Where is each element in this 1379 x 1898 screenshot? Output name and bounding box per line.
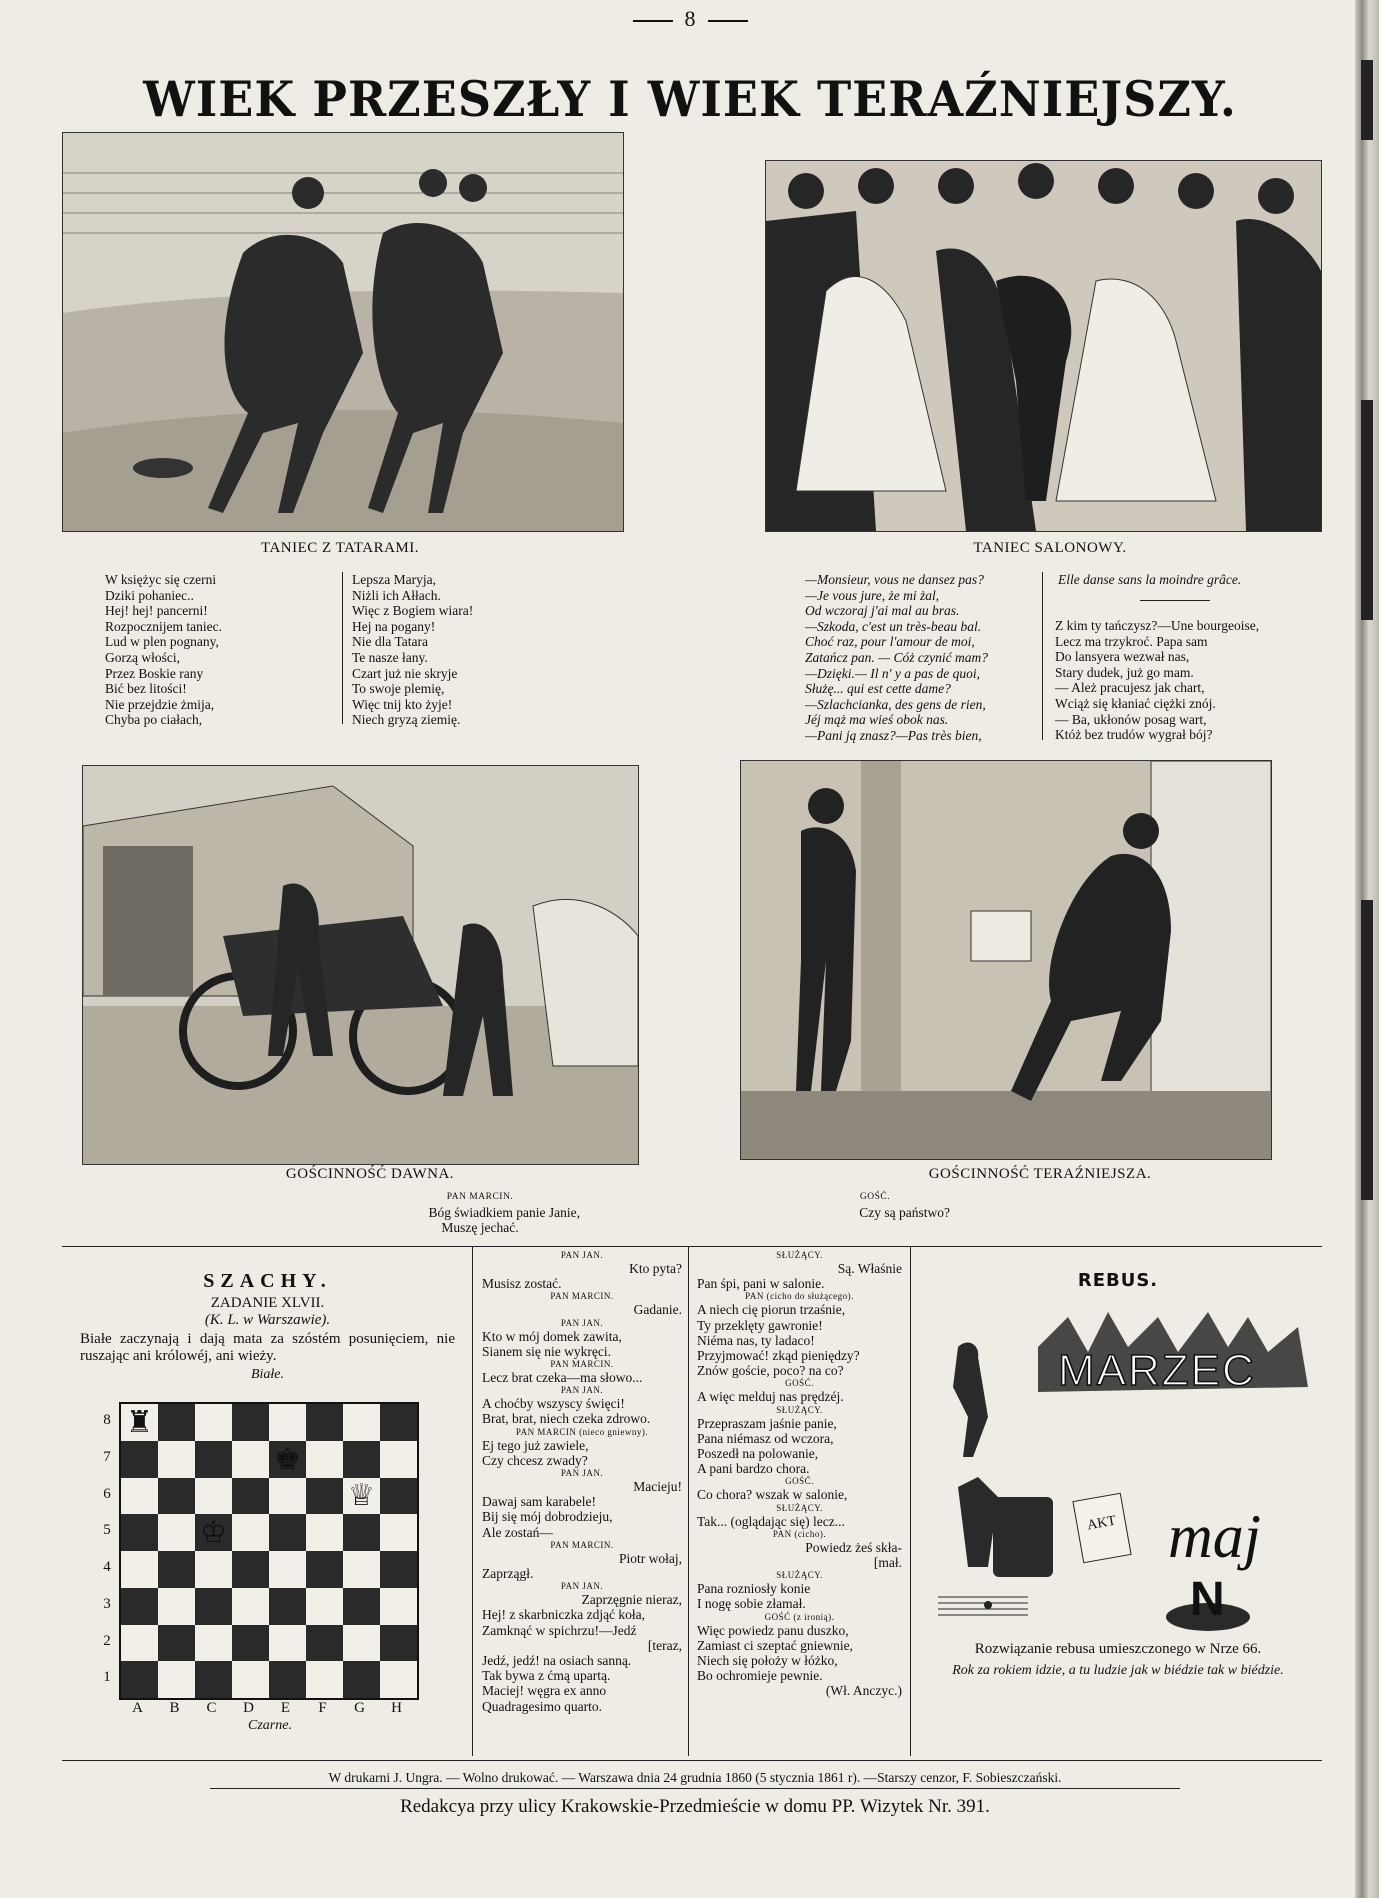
dialog-line: Ty przeklęty gawronie!: [697, 1317, 823, 1333]
chess-black-label: Czarne.: [248, 1718, 292, 1733]
chess-square: [158, 1478, 195, 1515]
dialog-column-pan-jan: [482, 1250, 682, 1714]
dialog-line: Bo ochromieje pewnie.: [697, 1668, 823, 1684]
chess-square: [306, 1661, 343, 1698]
speaker-label: PAN JAN.: [560, 1250, 604, 1260]
speaker-label: GOŚĆ.: [859, 1192, 891, 1202]
poem-salon-col1: —Monsieur, vous ne dansez pas? —Je vous jure, że mi żal, Od wczoraj j'ai mal au bras. —Szkoda, c'est un très-beau bal. Choć raz, pour l'amour de moi, Zatańcz pan. — Cóż czynić mam? —Dzięki.— Il n' y a pas de quoi, Służę... qui est cette dame? —Szlachcianka, des gens de rien, Jéj mąż ma wieś obok nas. —Pani ją znasz?—Pas très bien,: [805, 572, 988, 743]
chess-square: [158, 1551, 195, 1588]
dialog-line: Pan śpi, pani w salonie.: [697, 1276, 825, 1292]
chess-square: [380, 1514, 417, 1551]
dialog-line: (Wł. Anczyc.): [825, 1683, 902, 1699]
poem-salon-col2-top: Elle danse sans la moindre grâce.: [1058, 572, 1242, 587]
chess-file-label: B: [169, 1700, 180, 1716]
dialog-line: Kto w mój domek zawita,: [482, 1328, 622, 1344]
chess-square: [306, 1478, 343, 1515]
dialog-top-left: [380, 1190, 580, 1235]
chess-square: [380, 1551, 417, 1588]
dialog-line: Zaprzęgnie nieraz,: [581, 1592, 682, 1608]
dialog-line: Piotr wołaj,: [619, 1550, 682, 1566]
rebus-word-akt: AKT: [1086, 1513, 1118, 1534]
poem-tatarzy-col2: Lepsza Maryja, Niżli ich Ałłach. Więc z Bogiem wiara! Hej na pogany! Nie dla Tatara Te nasze łany. Czart już nie skryje To swoje plemię, Więc tnij kto żyje! Niech gryzą ziemię.: [352, 572, 474, 728]
dialog-line: Maciej! węgra ex anno: [482, 1683, 607, 1699]
chess-square: [269, 1441, 306, 1478]
chess-square: [158, 1441, 195, 1478]
illustration-goscinnosc-terazniejsza: [740, 760, 1272, 1160]
caption-goscinnosc-dawna: GOŚCINNOŚĆ DAWNA.: [285, 1166, 455, 1182]
chess-square: [380, 1404, 417, 1441]
speaker-label: PAN MARCIN.: [550, 1359, 614, 1370]
imprint-line: W drukarni J. Ungra. — Wolno drukować. — Warszawa dnia 24 grudnia 1860 (5 stycznia 1861 r). —Starszy cenzor, F. Sobieszczański.: [328, 1770, 1062, 1785]
illustration-taniec-salonowy: [765, 160, 1322, 532]
dialog-line: Przyjmować! zkąd pieniędzy?: [697, 1348, 860, 1364]
poem-divider-right: [1042, 572, 1043, 740]
illustration-taniec-z-tatarami: [62, 132, 624, 532]
dialog-line: Musisz zostać.: [482, 1276, 562, 1292]
chess-square: [269, 1514, 306, 1551]
dialog-line: Pana rozniosły konie: [697, 1581, 811, 1597]
poem-salon-rule: [1140, 600, 1210, 601]
chess-rank-label: 3: [103, 1595, 111, 1612]
chess-square: [232, 1551, 269, 1588]
chess-square: [232, 1478, 269, 1515]
chess-square: [343, 1514, 380, 1551]
dialog-line: Pana niémasz od wczora,: [697, 1430, 834, 1446]
chess-square: [195, 1661, 232, 1698]
dialog-line: Lecz brat czeka—ma słowo...: [482, 1370, 643, 1386]
chess-file-label: G: [354, 1700, 365, 1716]
chess-square: [121, 1478, 158, 1515]
speaker-label: PAN JAN.: [560, 1468, 604, 1479]
chess-square: [195, 1551, 232, 1588]
chess-file-label: H: [391, 1700, 402, 1716]
chess-section: [70, 1270, 465, 1383]
chess-square: [121, 1625, 158, 1662]
chess-square: [380, 1661, 417, 1698]
chess-board: [119, 1402, 419, 1700]
rebus-word-n: N: [1190, 1573, 1225, 1626]
chess-square: [232, 1588, 269, 1625]
section-rule-top: [62, 1246, 1322, 1247]
chess-square: [343, 1625, 380, 1662]
chess-square: [121, 1404, 158, 1441]
dialog-line: Poszedł na polowanie,: [697, 1446, 819, 1462]
chess-square: [343, 1551, 380, 1588]
dialog-line: [mał.: [873, 1555, 902, 1571]
dialog-line: Brat, brat, niech czeka zdrowo.: [482, 1411, 651, 1427]
chess-rank-label: 4: [103, 1559, 111, 1575]
dialog-line: Czy są państwo?: [859, 1205, 950, 1220]
chess-square: [195, 1404, 232, 1441]
column-rule-2: [688, 1246, 689, 1756]
rook-icon: ♜: [126, 1405, 153, 1439]
chess-square: [121, 1588, 158, 1625]
dialog-column-sluzacy: [697, 1250, 902, 1699]
chess-square: [232, 1625, 269, 1662]
rebus-word-maj: maj: [1168, 1503, 1261, 1571]
music-note-icon: [984, 1601, 992, 1609]
dialog-line: Sianem się nie wykręci.: [482, 1343, 611, 1359]
chess-square: [306, 1441, 343, 1478]
rebus-word-marzec: MARZEC: [1058, 1346, 1256, 1395]
dialog-line: Przepraszam jaśnie panie,: [697, 1415, 837, 1431]
chess-square: [380, 1625, 417, 1662]
rebus-drawing: [918, 1297, 1318, 1637]
dialog-top-right: [800, 1190, 950, 1220]
page-title: WIEK PRZESZŁY I WIEK TERAŹNIEJSZY.: [143, 70, 1237, 128]
poem-divider-left: [342, 572, 343, 724]
poem-salon-col2: Z kim ty tańczysz?—Une bourgeoise, Lecz ma trzykroć. Papa sam Do lansyera wezwał nas, Stary dudek, już go mam. — Ależ pracujesz jak chart, Wciąż się kłaniać ciężki znój. — Ba, ukłonów posag wart, Któż bez trudów wygrał bój?: [1055, 618, 1260, 743]
rebus-solution-heading: Rozwiązanie rebusa umieszczonego w Nrze 66.: [974, 1641, 1262, 1657]
chess-square: [343, 1478, 380, 1515]
speaker-label: SŁUŻĄCY.: [776, 1250, 823, 1260]
dialog-line: Ej tego już zawiele,: [482, 1437, 589, 1453]
chess-square: [269, 1551, 306, 1588]
chess-square: [158, 1514, 195, 1551]
dialog-line: Macieju!: [633, 1479, 682, 1495]
speaker-label: PAN MARCIN.: [550, 1539, 614, 1550]
chess-square: [158, 1588, 195, 1625]
speaker-label: GOŚĆ.: [785, 1476, 814, 1487]
dialog-line: Ale zostań—: [482, 1524, 553, 1540]
dialog-line: Dawaj sam karabele!: [482, 1494, 596, 1510]
chess-square: [380, 1478, 417, 1515]
chess-square: [269, 1588, 306, 1625]
chess-square: [343, 1661, 380, 1698]
chess-square: [195, 1588, 232, 1625]
chess-square: [306, 1404, 343, 1441]
chess-file-label: C: [206, 1700, 217, 1716]
dialog-line: Czy chcesz zwady?: [482, 1452, 588, 1468]
poem-tatarzy-col1: W księżyc się czerni Dziki pohaniec.. Hej! hej! pancerni! Rozpocznijem taniec. Lud w plen pognany, Gorzą włości, Przez Boskie rany Bić bez litości! Nie przejdzie żmija, Chyba po ciałach,: [105, 572, 222, 728]
rebus-section: [918, 1270, 1318, 1679]
dialog-line: Bij się mój dobrodzieju,: [482, 1509, 613, 1525]
column-rule-1: [472, 1246, 473, 1756]
dialog-line: Znów goście, poco? na co?: [697, 1363, 844, 1379]
speaker-label: PAN MARCIN.: [550, 1291, 614, 1302]
white-king-icon: ♔: [200, 1516, 227, 1550]
chess-rank-label: 5: [103, 1522, 111, 1539]
caption-taniec-z-tatarami: TANIEC Z TATARAMI.: [260, 540, 420, 556]
dialog-line: Tak bywa z ćmą upartą.: [482, 1668, 611, 1684]
speaker-label: PAN MARCIN (nieco gniewny).: [515, 1426, 649, 1437]
chess-square: [306, 1514, 343, 1551]
chess-square: [195, 1514, 232, 1551]
dialog-line: Hej! z skarbniczka zdjąć koła,: [482, 1607, 646, 1623]
dialog-line: [teraz,: [647, 1637, 682, 1653]
page-number: 8: [620, 6, 760, 32]
chess-white-label: Białe.: [250, 1367, 285, 1382]
chess-square: [158, 1661, 195, 1698]
dialog-line: Powiedz żeś skła-: [805, 1539, 902, 1555]
chess-file-label: A: [132, 1700, 143, 1716]
illustration-goscinnosc-dawna: [82, 765, 639, 1165]
rebus-image: [918, 1297, 1318, 1637]
caption-taniec-salonowy: TANIEC SALONOWY.: [973, 540, 1127, 556]
chess-square: [121, 1551, 158, 1588]
dialog-line: Gadanie.: [633, 1302, 682, 1318]
chess-square: [306, 1551, 343, 1588]
chess-heading: SZACHY.: [203, 1270, 332, 1292]
dialog-line: Muszę jechać.: [441, 1220, 519, 1235]
facing-page-edge: [1355, 0, 1379, 1898]
speaker-label: PAN MARCIN.: [446, 1192, 514, 1202]
dialog-line: Quadragesimo quarto.: [482, 1698, 602, 1714]
rebus-solution-text: Rok za rokiem idzie, a tu ludzie jak w biédzie tak w biédzie.: [952, 1663, 1284, 1678]
chess-rank-label: 7: [103, 1448, 111, 1465]
chess-square: [269, 1625, 306, 1662]
chess-file-label: E: [280, 1700, 291, 1716]
speaker-label: SŁUŻĄCY.: [776, 1570, 823, 1581]
dialog-line: Jedź, jedź! na osiach sanną.: [482, 1653, 632, 1669]
chess-square: [121, 1661, 158, 1698]
chess-file-label: D: [243, 1700, 254, 1716]
chess-square: [195, 1478, 232, 1515]
queen-icon: ♕: [348, 1479, 375, 1513]
dialog-line: A więc melduj nas prędzéj.: [697, 1389, 844, 1405]
dialog-line: I nogę sobie złamał.: [697, 1596, 806, 1612]
chess-square: [232, 1514, 269, 1551]
chess-square: [158, 1404, 195, 1441]
speaker-label: GOŚĆ.: [785, 1378, 814, 1389]
dialog-line: Niech się położy w łóżko,: [697, 1653, 838, 1669]
chess-rank-label: 2: [103, 1632, 111, 1649]
caption-goscinnosc-terazniejsza: GOŚCINNOŚĆ TERAŹNIEJSZA.: [928, 1166, 1152, 1182]
chess-square: [343, 1441, 380, 1478]
chess-author: (K. L. w Warszawie).: [204, 1312, 331, 1328]
dialog-line: A choćby wszyscy święci!: [482, 1396, 625, 1412]
chess-file-label: F: [318, 1700, 327, 1716]
chess-square: [232, 1441, 269, 1478]
dialog-line: Są. Właśnie: [837, 1261, 902, 1276]
chess-problem-text: Białe zaczynają i dają mata za szóstém posunięciem, nie ruszając ani królowéj, ani wieży.: [80, 1331, 455, 1364]
dialog-line: A niech cię piorun trzaśnie,: [697, 1302, 846, 1318]
speaker-label: PAN JAN.: [560, 1581, 604, 1592]
chess-square: [232, 1404, 269, 1441]
chess-square: [306, 1588, 343, 1625]
chess-square: [269, 1404, 306, 1441]
speaker-label: SŁUŻĄCY.: [776, 1502, 823, 1513]
chess-square: [121, 1441, 158, 1478]
chess-square: [306, 1625, 343, 1662]
chess-square: [343, 1588, 380, 1625]
dialog-line: Zamknąć w spichrzu!—Jedź: [482, 1622, 637, 1638]
chess-square: [195, 1625, 232, 1662]
speaker-label: PAN JAN.: [560, 1317, 604, 1328]
dialog-line: Zamiast ci szeptać gniewnie,: [697, 1637, 853, 1653]
chess-rank-label: 6: [103, 1485, 111, 1502]
chess-square: [380, 1441, 417, 1478]
dialog-line: Niéma nas, ty ladaco!: [697, 1332, 815, 1348]
chess-square: [195, 1441, 232, 1478]
chess-rank-label: 1: [103, 1669, 111, 1686]
chess-square: [121, 1514, 158, 1551]
column-rule-3: [910, 1246, 911, 1756]
chess-square: [232, 1661, 269, 1698]
chess-square: [269, 1478, 306, 1515]
dialog-line: Kto pyta?: [629, 1261, 682, 1276]
dialog-line: Co chora? wszak w salonie,: [697, 1487, 848, 1503]
speaker-label: PAN (cicho do służącego).: [745, 1291, 854, 1302]
dialog-line: A pani bardzo chora.: [697, 1461, 810, 1477]
speaker-label: SŁUŻĄCY.: [776, 1404, 823, 1415]
chess-square: [158, 1625, 195, 1662]
rebus-heading: REBUS.: [1077, 1270, 1159, 1291]
speaker-label: PAN (cicho).: [772, 1528, 827, 1539]
chess-problem-number: ZADANIE XLVII.: [210, 1295, 325, 1311]
section-rule-bottom: [62, 1760, 1322, 1761]
chess-rank-label: 8: [103, 1412, 111, 1428]
chess-square: [380, 1588, 417, 1625]
dialog-line: Zaprzągł.: [482, 1566, 534, 1582]
editorial-address: Redakcya przy ulicy Krakowskie-Przedmieście w domu PP. Wizytek Nr. 391.: [400, 1796, 990, 1817]
dialog-line: Więc powiedz panu duszko,: [697, 1622, 849, 1638]
dialog-line: Bóg świadkiem panie Janie,: [428, 1205, 580, 1220]
speaker-label: GOŚĆ (z ironią).: [764, 1611, 835, 1622]
chess-square: [343, 1404, 380, 1441]
imprint-rule: [210, 1788, 1180, 1789]
black-king-icon: ♚: [274, 1442, 301, 1476]
dialog-line: Tak... (oglądając się) lecz...: [697, 1513, 845, 1529]
speaker-label: PAN JAN.: [560, 1385, 604, 1396]
chess-square: [269, 1661, 306, 1698]
